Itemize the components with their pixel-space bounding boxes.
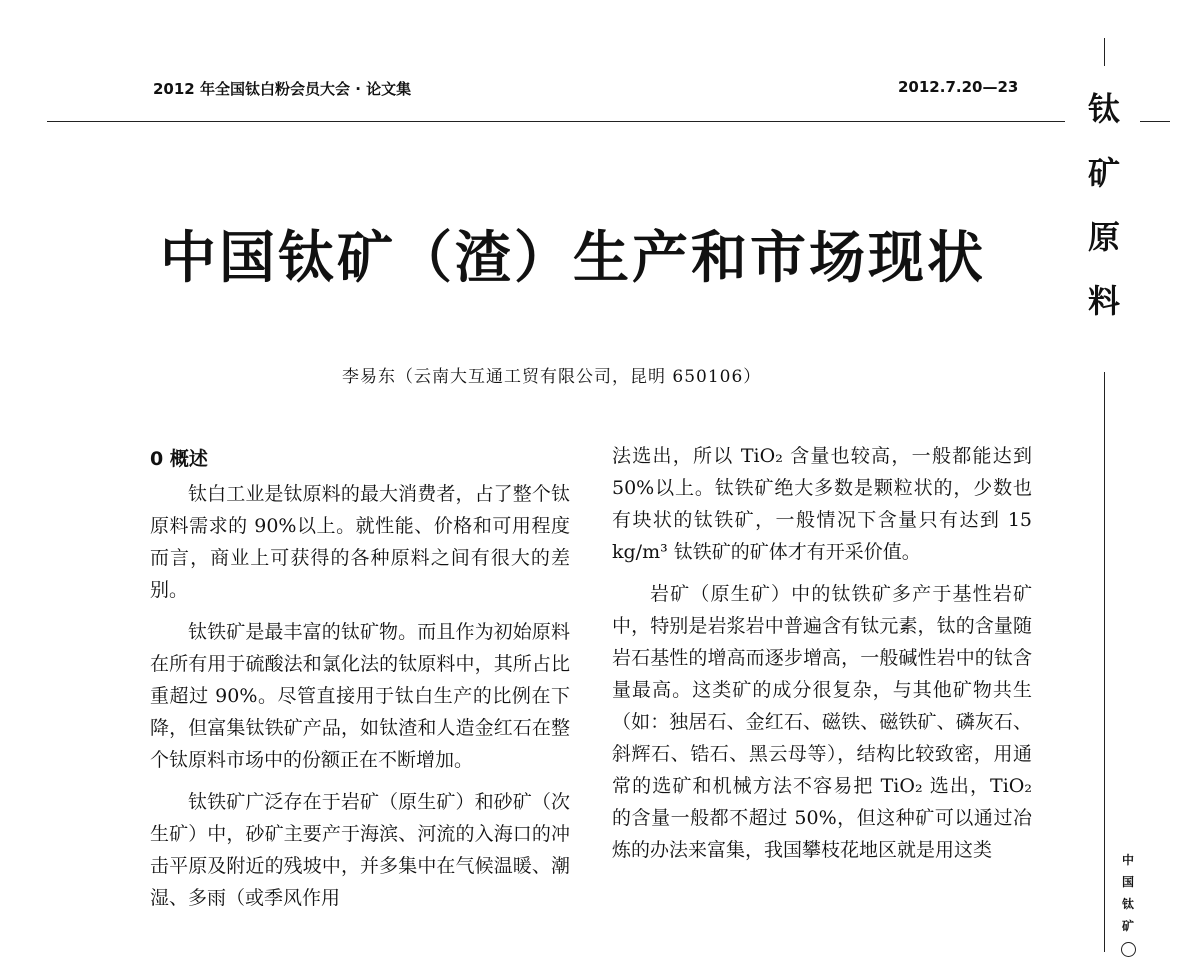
section-heading: 0 概述 [150, 448, 208, 470]
side-rule-top [1104, 38, 1105, 66]
side-category-char-3: 原 [1087, 218, 1120, 256]
side-circle-mark [1121, 942, 1136, 957]
paragraph-5: 岩矿（原生矿）中的钛铁矿多产于基性岩矿中，特别是岩浆岩中普遍含有钛元素，钛的含量随岩石基性的增高而逐步增高，一般碱性岩中的钛含量最高。这类矿的成分很复杂，与其他矿物共生（如：独居石、金红石、磁铁、磁铁矿、磷灰石、斜辉石、锆石、黑云母等），结构比较致密，用通常的选矿和机械方法不容易把 TiO₂ 选出，TiO₂ 的含量一般都不超过 50%，但这种矿可以通过冶炼的办法来富集，我国攀枝花地区就是用这类 [612, 583, 1032, 861]
paragraph-1: 钛白工业是钛原料的最大消费者，占了整个钛原料需求的 90%以上。就性能、价格和可用程度而言，商业上可获得的各种原料之间有很大的差别。 [150, 483, 570, 601]
left-column [150, 440, 570, 924]
side-small-char-3: 钛 [1121, 897, 1134, 911]
side-small-char-2: 国 [1121, 875, 1134, 889]
header-rule [47, 121, 1065, 122]
author-affiliation: 李易东（云南大互通工贸有限公司，昆明 650106） [342, 367, 762, 387]
side-category-char-4: 料 [1087, 282, 1120, 320]
header-rule-side [1140, 121, 1170, 122]
paper-title: 中国钛矿（渣）生产和市场现状 [160, 226, 986, 291]
paragraph-4: 法选出，所以 TiO₂ 含量也较高，一般都能达到 50%以上。钛铁矿绝大多数是颗粒状的，少数也有块状的钛铁矿，一般情况下含量只有达到 15 kg/m³ 钛铁矿的矿体才有开采价值。 [612, 445, 1032, 563]
side-category-char-2: 矿 [1087, 154, 1120, 192]
paragraph-2: 钛铁矿是最丰富的钛矿物。而且作为初始原料在所有用于硫酸法和氯化法的钛原料中，其所占比重超过 90%。尽管直接用于钛白生产的比例在下降，但富集钛铁矿产品，如钛渣和人造金红石在整个钛原料市场中的份额正在不断增加。 [150, 621, 570, 771]
running-header-date: 2012.7.20—23 [898, 78, 1019, 96]
side-small-char-4: 矿 [1121, 919, 1134, 933]
side-rule-bottom [1104, 372, 1105, 952]
side-small-char-1: 中 [1121, 853, 1134, 867]
side-category-char-1: 钛 [1087, 90, 1120, 128]
paragraph-3: 钛铁矿广泛存在于岩矿（原生矿）和砂矿（次生矿）中，砂矿主要产于海滨、河流的入海口的冲击平原及附近的残坡中，并多集中在气候温暖、潮湿、多雨（或季风作用 [150, 791, 570, 909]
right-column [612, 440, 1032, 876]
running-header-title: 2012 年全国钛白粉会员大会 · 论文集 [153, 80, 412, 98]
